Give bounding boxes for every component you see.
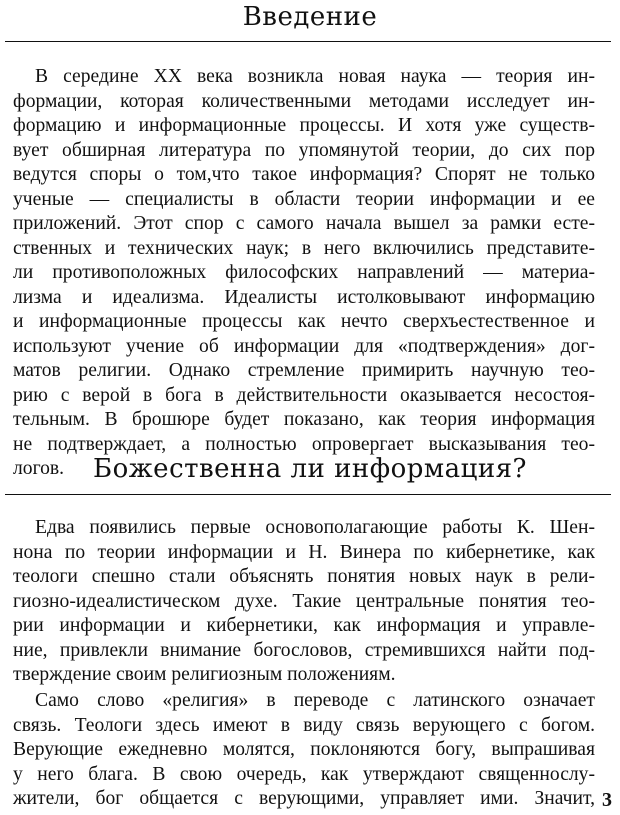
text-line: ли противоположных философских направлений — материа- (13, 262, 595, 283)
text-line: нона по теории информации и Н. Винера по кибернетике, как (13, 541, 595, 563)
text-line: теологи спешно стали объяснять понятия новых наук в рели- (13, 566, 595, 587)
text-line: связь. Теологи здесь имеют в виду связь верующего с богом. (13, 714, 595, 736)
section-heading-divine-information: Божественна ли информация? (93, 454, 527, 484)
text-line: приложений. Этот спор с самого начала вышел за рамки есте- (13, 213, 595, 234)
text-line: и информационные процессы как нечто сверхъестественное и (13, 311, 595, 332)
paragraph-divine-2 (13, 689, 595, 812)
text-line: ученые — специалисты в области теории информации и ее (13, 188, 595, 210)
text-line: лизма и идеализма. Идеалисты истолковывают информацию (13, 286, 595, 308)
paragraph-introduction (13, 65, 595, 482)
section-heading-introduction: Введение (242, 2, 378, 32)
heading-rule (5, 41, 611, 42)
text-line: тельным. В брошюре будет показано, как теория информация (13, 409, 595, 430)
text-line: ведутся споры о том,что такое информация? Спорят не только (13, 164, 595, 185)
text-line: вует обширная литература по упомянутой теории, до сих пор (13, 139, 595, 161)
text-line: гиозно-идеалистическом духе. Такие центральные понятия тео- (13, 590, 595, 612)
text-line: жители, бог общается с верующими, управляет ими. Значит, (13, 788, 595, 809)
text-line: не подтверждает, а полностью опровергает высказывания тео- (13, 433, 595, 455)
text-line: у него блага. В свою очередь, как утверждают священнослу- (13, 763, 595, 785)
text-line: ственных и технических наук; в него включились представите- (13, 237, 595, 259)
text-line: используют учение об информации для «подтверждения» дог- (13, 335, 595, 357)
page-number: 3 (602, 789, 612, 811)
text-line: Едва появились первые основополагающие работы К. Шен- (35, 517, 595, 538)
text-line: рии информации и кибернетики, как информация и управле- (13, 615, 595, 636)
paragraph-divine-1 (13, 516, 595, 688)
text-line: формации, которая количественными методами исследует ин- (13, 90, 595, 112)
text-line: В середине XX века возникла новая наука — теория ин- (35, 66, 595, 87)
text-line: рию с верой в бога в действительности оказывается несостоя- (13, 384, 595, 406)
text-line: ние, привлекли внимание богословов, стремившихся найти под- (13, 639, 595, 661)
text-line: Само слово «религия» в переводе с латинского означает (35, 690, 595, 711)
text-line: тверждение своим религиозным положениям. (13, 664, 396, 685)
text-line: формацию и информационные процессы. И хотя уже существ- (13, 115, 595, 136)
text-line: логов. (13, 458, 65, 479)
text-line: Верующие ежедневно молятся, поклоняются богу, выпрашивая (13, 739, 595, 760)
heading-rule (5, 494, 611, 495)
text-line: матов религии. Однако стремление примирить научную тео- (13, 360, 595, 381)
